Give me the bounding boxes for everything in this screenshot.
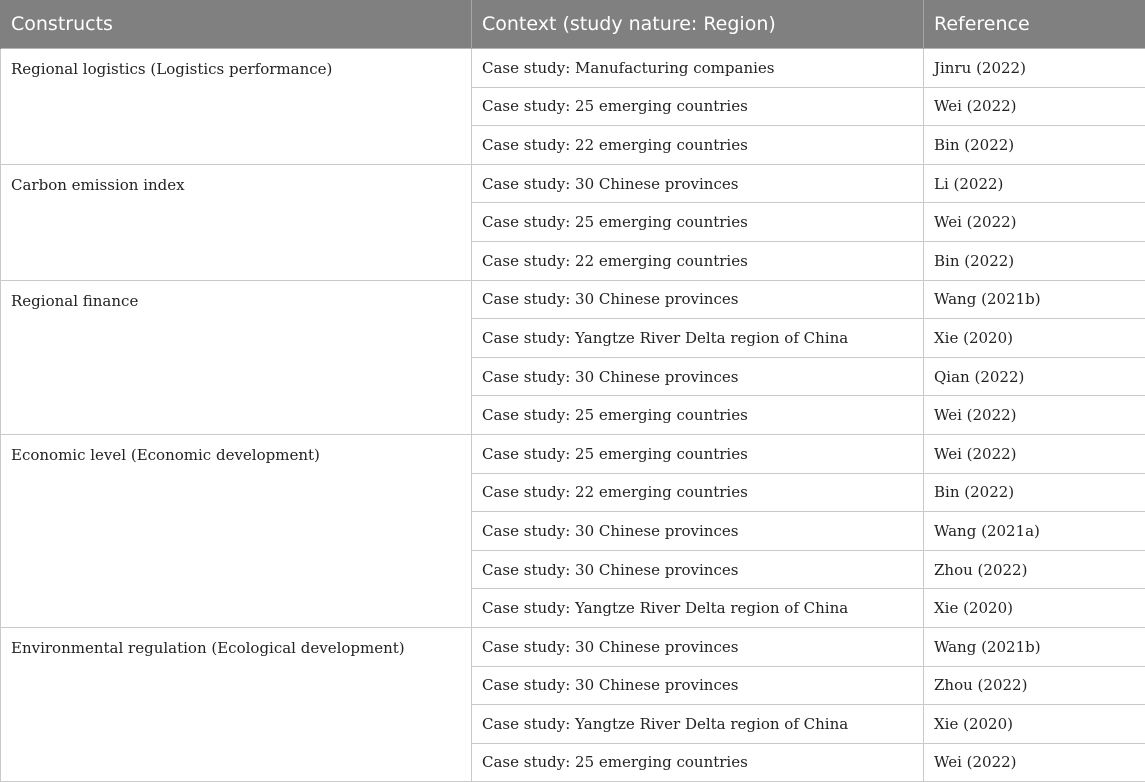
context-cell: Case study: 25 emerging countries (472, 743, 924, 782)
context-cell: Case study: 25 emerging countries (472, 396, 924, 435)
context-cell: Case study: 30 Chinese provinces (472, 550, 924, 589)
table-body (1, 49, 1145, 782)
context-cell: Case study: 22 emerging countries (472, 241, 924, 280)
table-row (1, 280, 1145, 319)
header-constructs: Constructs (1, 0, 472, 49)
reference-cell: Wei (2022) (924, 396, 1145, 435)
context-cell: Case study: Yangtze River Delta region of China (472, 705, 924, 744)
context-cell: Case study: 25 emerging countries (472, 203, 924, 242)
reference-cell: Li (2022) (924, 164, 1145, 203)
table-row (1, 434, 1145, 473)
context-cell: Case study: 25 emerging countries (472, 434, 924, 473)
construct-cell: Environmental regulation (Ecological development) (1, 627, 472, 781)
header-reference: Reference (924, 0, 1145, 49)
context-cell: Case study: 30 Chinese provinces (472, 666, 924, 705)
context-cell: Case study: 22 emerging countries (472, 126, 924, 165)
context-cell: Case study: 22 emerging countries (472, 473, 924, 512)
construct-cell: Regional logistics (Logistics performance) (1, 49, 472, 165)
context-cell: Case study: 30 Chinese provinces (472, 357, 924, 396)
reference-cell: Wang (2021a) (924, 512, 1145, 551)
reference-cell: Wei (2022) (924, 87, 1145, 126)
table-header (1, 0, 1145, 49)
reference-cell: Bin (2022) (924, 473, 1145, 512)
header-row (1, 0, 1145, 49)
reference-cell: Bin (2022) (924, 126, 1145, 165)
context-cell: Case study: Yangtze River Delta region of China (472, 319, 924, 358)
context-cell: Case study: 30 Chinese provinces (472, 164, 924, 203)
reference-cell: Qian (2022) (924, 357, 1145, 396)
reference-cell: Wei (2022) (924, 203, 1145, 242)
construct-cell: Economic level (Economic development) (1, 434, 472, 627)
context-cell: Case study: Manufacturing companies (472, 49, 924, 88)
reference-cell: Wang (2021b) (924, 627, 1145, 666)
context-cell: Case study: 25 emerging countries (472, 87, 924, 126)
reference-cell: Xie (2020) (924, 319, 1145, 358)
context-cell: Case study: Yangtze River Delta region of China (472, 589, 924, 628)
reference-cell: Zhou (2022) (924, 550, 1145, 589)
table-row (1, 627, 1145, 666)
reference-cell: Xie (2020) (924, 705, 1145, 744)
reference-cell: Zhou (2022) (924, 666, 1145, 705)
context-cell: Case study: 30 Chinese provinces (472, 627, 924, 666)
context-cell: Case study: 30 Chinese provinces (472, 512, 924, 551)
context-cell: Case study: 30 Chinese provinces (472, 280, 924, 319)
reference-cell: Bin (2022) (924, 241, 1145, 280)
construct-cell: Regional finance (1, 280, 472, 434)
reference-cell: Wei (2022) (924, 743, 1145, 782)
reference-cell: Jinru (2022) (924, 49, 1145, 88)
table-row (1, 164, 1145, 203)
reference-cell: Wei (2022) (924, 434, 1145, 473)
header-context: Context (study nature: Region) (472, 0, 924, 49)
table-row (1, 49, 1145, 88)
construct-cell: Carbon emission index (1, 164, 472, 280)
reference-cell: Wang (2021b) (924, 280, 1145, 319)
reference-cell: Xie (2020) (924, 589, 1145, 628)
